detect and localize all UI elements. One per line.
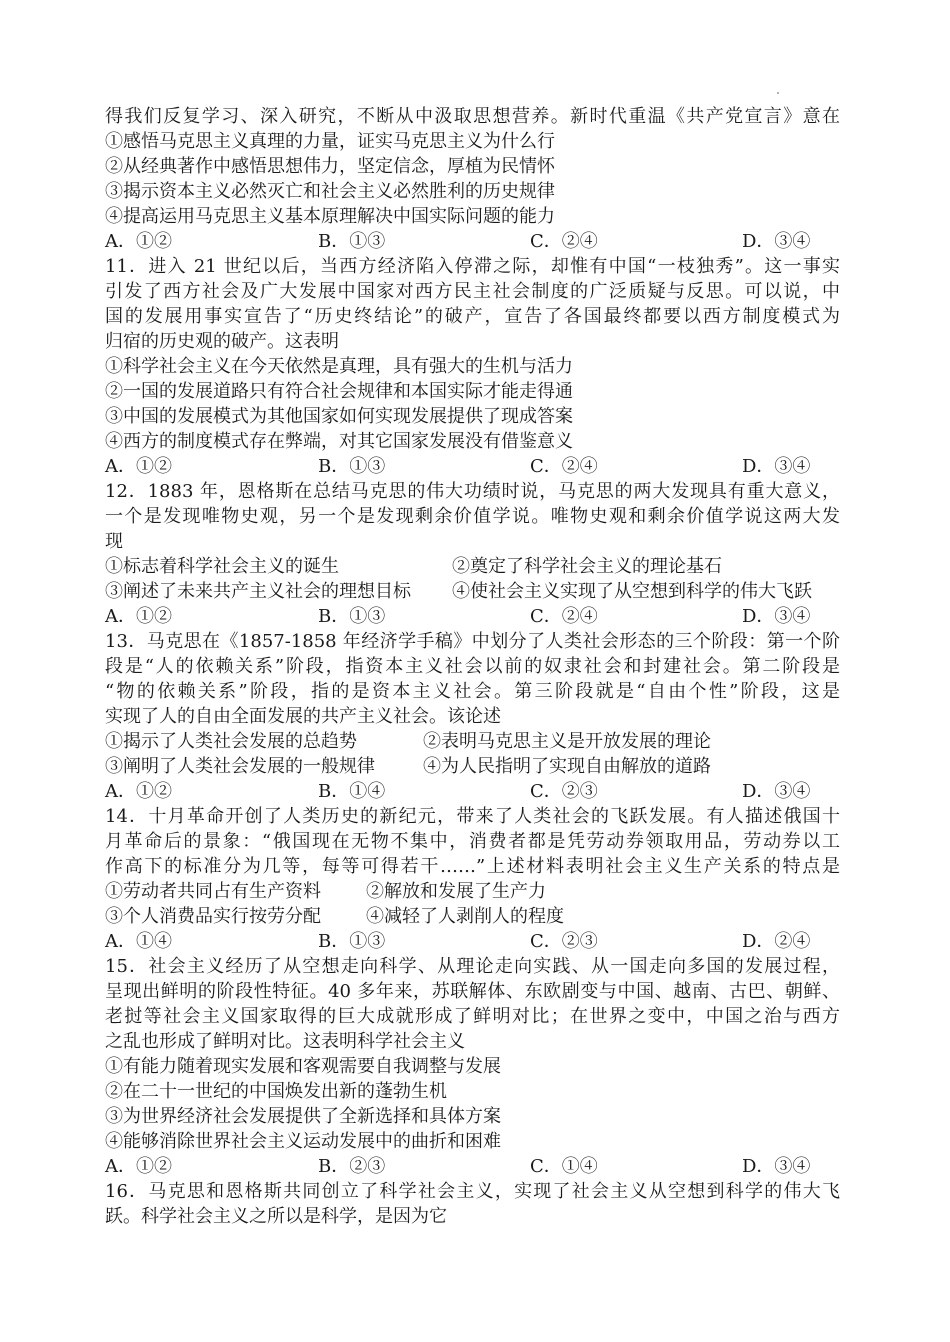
question-15-choice: ④能够消除世界社会主义运动发展中的曲折和困难 — [105, 1131, 501, 1152]
option-b: B．①③ — [318, 231, 386, 252]
question-13-choice-row — [105, 754, 840, 779]
question-12-stem-line: 12．1883 年，恩格斯在总结马克思的伟大功绩时说，马克思的两大发现具有重大意义， — [105, 481, 840, 502]
option-b: B．①③ — [318, 456, 386, 477]
option-a: A．①④ — [105, 931, 172, 952]
question-11-options — [105, 454, 840, 479]
question-11-stem-line: 引发了西方社会及广大发展中国家对西方民主社会制度的广泛质疑与反思。可以说，中 — [105, 281, 840, 302]
option-c: C．①④ — [530, 1156, 598, 1177]
question-12-choice-row — [105, 579, 840, 604]
option-b: B．①④ — [318, 781, 386, 802]
question-12-stem-line: 一个是发现唯物史观，另一个是发现剩余价值学说。唯物史观和剩余价值学说这两大发 — [105, 506, 840, 527]
option-d: D．③④ — [742, 606, 811, 627]
question-14-choice: ①劳动者共同占有生产资料 — [105, 881, 321, 902]
question-12-options — [105, 604, 840, 629]
option-d: D．②④ — [742, 931, 811, 952]
option-a: A．①② — [105, 1156, 172, 1177]
question-15-stem-line: 15．社会主义经历了从空想走向科学、从理论走向实践、从一国走向多国的发展过程， — [105, 956, 840, 977]
option-b: B．①③ — [318, 606, 386, 627]
question-12-choice: ④使社会主义实现了从空想到科学的伟大飞跃 — [452, 581, 812, 602]
question-11-stem-line: 国的发展用事实宣告了“历史终结论”的破产，宣告了各国最终都要以西方制度模式为 — [105, 306, 840, 327]
question-10-choice: ①感悟马克思主义真理的力量，证实马克思主义为什么行 — [105, 131, 555, 152]
question-10-choice: ②从经典著作中感悟思想伟力，坚定信念，厚植为民情怀 — [105, 156, 555, 177]
question-14-stem-line: 月革命后的景象：“俄国现在无物不集中，消费者都是凭劳动券领取用品，劳动券以工 — [105, 831, 840, 852]
question-15-choice: ③为世界经济社会发展提供了全新选择和具体方案 — [105, 1106, 501, 1127]
option-c: C．②④ — [530, 456, 598, 477]
question-13-stem-line: 13．马克思在《1857-1858 年经济学手稿》中划分了人类社会形态的三个阶段：第一个阶 — [105, 631, 840, 652]
option-a: A．①② — [105, 781, 172, 802]
question-14-options — [105, 929, 840, 954]
question-10-choice: ③揭示资本主义必然灭亡和社会主义必然胜利的历史规律 — [105, 181, 555, 202]
question-13-choice-row — [105, 729, 840, 754]
option-c: C．②④ — [530, 606, 598, 627]
question-12-choice: ②奠定了科学社会主义的理论基石 — [452, 556, 722, 577]
question-13-stem-line: 实现了人的自由全面发展的共产主义社会。该论述 — [105, 706, 501, 727]
option-b: B．①③ — [318, 931, 386, 952]
question-14-choice: ④减轻了人剥削人的程度 — [366, 906, 564, 927]
question-15-options — [105, 1154, 840, 1179]
question-14-stem-line: 14．十月革命开创了人类历史的新纪元，带来了人类社会的飞跃发展。有人描述俄国十 — [105, 806, 840, 827]
question-15-choice: ②在二十一世纪的中国焕发出新的蓬勃生机 — [105, 1081, 447, 1102]
page-dot-mark — [777, 92, 779, 94]
question-10-options — [105, 229, 840, 254]
question-11-stem-line: 11．进入 21 世纪以后，当西方经济陷入停滞之际，却惟有中国“一枝独秀”。这一事实 — [105, 256, 840, 277]
question-14-choice-row — [105, 879, 840, 904]
question-15-stem-line: 呈现出鲜明的阶段性特征。40 多年来，苏联解体、东欧剧变与中国、越南、古巴、朝鲜、 — [105, 981, 840, 1002]
question-10-choice: ④提高运用马克思主义基本原理解决中国实际问题的能力 — [105, 206, 555, 227]
question-14-choice: ②解放和发展了生产力 — [366, 881, 546, 902]
option-d: D．③④ — [742, 781, 811, 802]
question-16-stem-line: 16．马克思和恩格斯共同创立了科学社会主义，实现了社会主义从空想到科学的伟大飞 — [105, 1181, 840, 1202]
option-a: A．①② — [105, 231, 172, 252]
option-a: A．①② — [105, 606, 172, 627]
option-c: C．②③ — [530, 931, 598, 952]
question-11-choice: ①科学社会主义在今天依然是真理，具有强大的生机与活力 — [105, 356, 573, 377]
question-15-stem-line: 老挝等社会主义国家取得的巨大成就形成了鲜明对比；在世界之变中，中国之治与西方 — [105, 1006, 840, 1027]
question-11-choice: ②一国的发展道路只有符合社会规律和本国实际才能走得通 — [105, 381, 573, 402]
question-12-stem-line: 现 — [105, 531, 123, 552]
question-12-choice-row — [105, 554, 840, 579]
question-13-options — [105, 779, 840, 804]
exam-page — [105, 104, 840, 1229]
question-10-stem-line: 得我们反复学习、深入研究，不断从中汲取思想营养。新时代重温《共产党宣言》意在 — [105, 106, 840, 127]
option-d: D．③④ — [742, 456, 811, 477]
option-c: C．②③ — [530, 781, 598, 802]
question-14-stem-line: 作高下的标准分为几等，每等可得若干……”上述材料表明社会主义生产关系的特点是 — [105, 856, 840, 877]
question-13-choice: ①揭示了人类社会发展的总趋势 — [105, 731, 357, 752]
option-c: C．②④ — [530, 231, 598, 252]
question-11-choice: ③中国的发展模式为其他国家如何实现发展提供了现成答案 — [105, 406, 573, 427]
option-d: D．③④ — [742, 1156, 811, 1177]
question-12-choice: ③阐述了未来共产主义社会的理想目标 — [105, 581, 411, 602]
question-13-stem-line: “物的依赖关系”阶段，指的是资本主义社会。第三阶段就是“自由个性”阶段，这是 — [105, 681, 840, 702]
question-16-stem-line: 跃。科学社会主义之所以是科学，是因为它 — [105, 1206, 447, 1227]
question-15-stem-line: 之乱也形成了鲜明对比。这表明科学社会主义 — [105, 1031, 465, 1052]
question-12-choice: ①标志着科学社会主义的诞生 — [105, 556, 339, 577]
option-b: B．②③ — [318, 1156, 386, 1177]
question-11-stem-line: 归宿的历史观的破产。这表明 — [105, 331, 339, 352]
question-13-choice: ④为人民指明了实现自由解放的道路 — [423, 756, 711, 777]
option-a: A．①② — [105, 456, 172, 477]
question-13-stem-line: 段是“人的依赖关系”阶段，指资本主义社会以前的奴隶社会和封建社会。第二阶段是 — [105, 656, 840, 677]
question-15-choice: ①有能力随着现实发展和客观需要自我调整与发展 — [105, 1056, 501, 1077]
option-d: D．③④ — [742, 231, 811, 252]
question-14-choice: ③个人消费品实行按劳分配 — [105, 906, 321, 927]
question-11-choice: ④西方的制度模式存在弊端，对其它国家发展没有借鉴意义 — [105, 431, 573, 452]
question-14-choice-row — [105, 904, 840, 929]
question-13-choice: ③阐明了人类社会发展的一般规律 — [105, 756, 375, 777]
question-13-choice: ②表明马克思主义是开放发展的理论 — [423, 731, 711, 752]
